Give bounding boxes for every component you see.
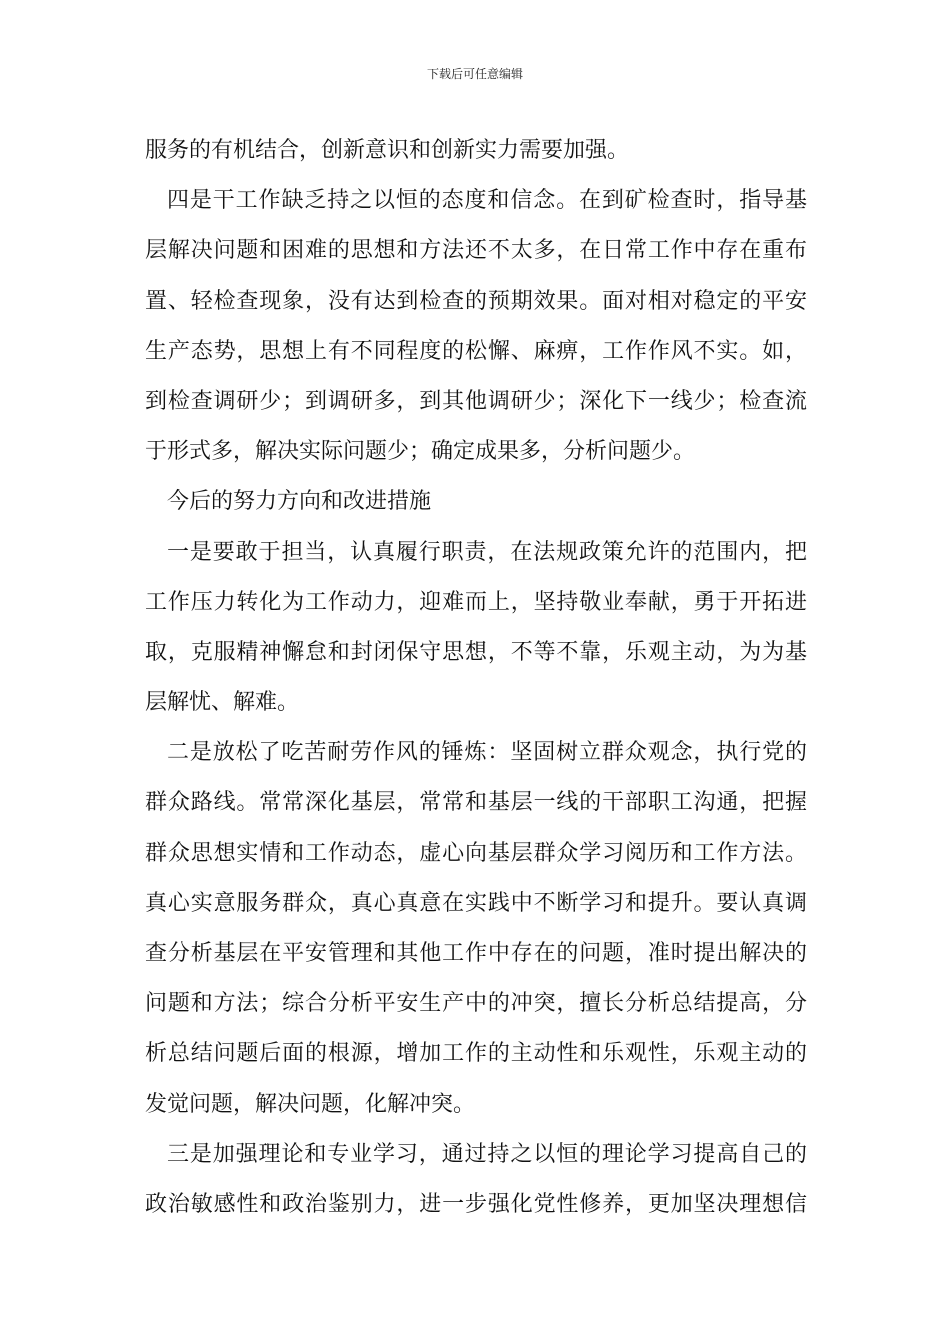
page-header: 下载后可任意编辑 [426, 67, 523, 81]
section-heading: 今后的努力方向和改进措施 [167, 489, 432, 515]
text-line: 政治敏感性和政治鉴别力，进一步强化党性修养，更加坚决理想信 [145, 1191, 807, 1217]
document-body [145, 129, 807, 1233]
text-line: 生产态势，思想上有不同程度的松懈、麻痹，工作作风不实。如， [145, 338, 807, 364]
text-line: 层解决问题和困难的思想和方法还不太多，在日常工作中存在重布 [145, 238, 807, 264]
text-line: 于形式多，解决实际问题少；确定成果多，分析问题少。 [145, 439, 696, 465]
text-line: 真心实意服务群众，真心真意在实践中不断学习和提升。要认真调 [145, 890, 807, 916]
text-line: 置、轻检查现象，没有达到检查的预期效果。面对相对稳定的平安 [145, 288, 807, 314]
text-line: 一是要敢于担当，认真履行职责，在法规政策允许的范围内，把 [167, 539, 807, 565]
text-line: 四是干工作缺乏持之以恒的态度和信念。在到矿检查时，指导基 [167, 188, 807, 214]
text-line: 到检查调研少；到调研多，到其他调研少；深化下一线少；检查流 [145, 388, 807, 414]
text-line: 三是加强理论和专业学习，通过持之以恒的理论学习提高自己的 [167, 1141, 807, 1167]
text-line: 问题和方法；综合分析平安生产中的冲突，擅长分析总结提高，分 [145, 991, 807, 1017]
text-line: 群众思想实情和工作动态，虚心向基层群众学习阅历和工作方法。 [145, 840, 807, 866]
text-line: 群众路线。常常深化基层，常常和基层一线的干部职工沟通，把握 [145, 790, 807, 816]
text-line: 工作压力转化为工作动力，迎难而上，坚持敬业奉献，勇于开拓进 [145, 589, 807, 615]
text-line: 层解忧、解难。 [145, 690, 300, 716]
text-line: 二是放松了吃苦耐劳作风的锤炼：坚固树立群众观念，执行党的 [167, 740, 807, 766]
text-line: 服务的有机结合，创新意识和创新实力需要加强。 [145, 138, 630, 163]
text-line: 析总结问题后面的根源，增加工作的主动性和乐观性，乐观主动的 [145, 1041, 807, 1067]
text-line: 发觉问题，解决问题，化解冲突。 [145, 1091, 476, 1117]
text-line: 查分析基层在平安管理和其他工作中存在的问题，准时提出解决的 [145, 941, 807, 966]
text-line: 取，克服精神懈怠和封闭保守思想，不等不靠，乐观主动，为为基 [145, 639, 807, 665]
